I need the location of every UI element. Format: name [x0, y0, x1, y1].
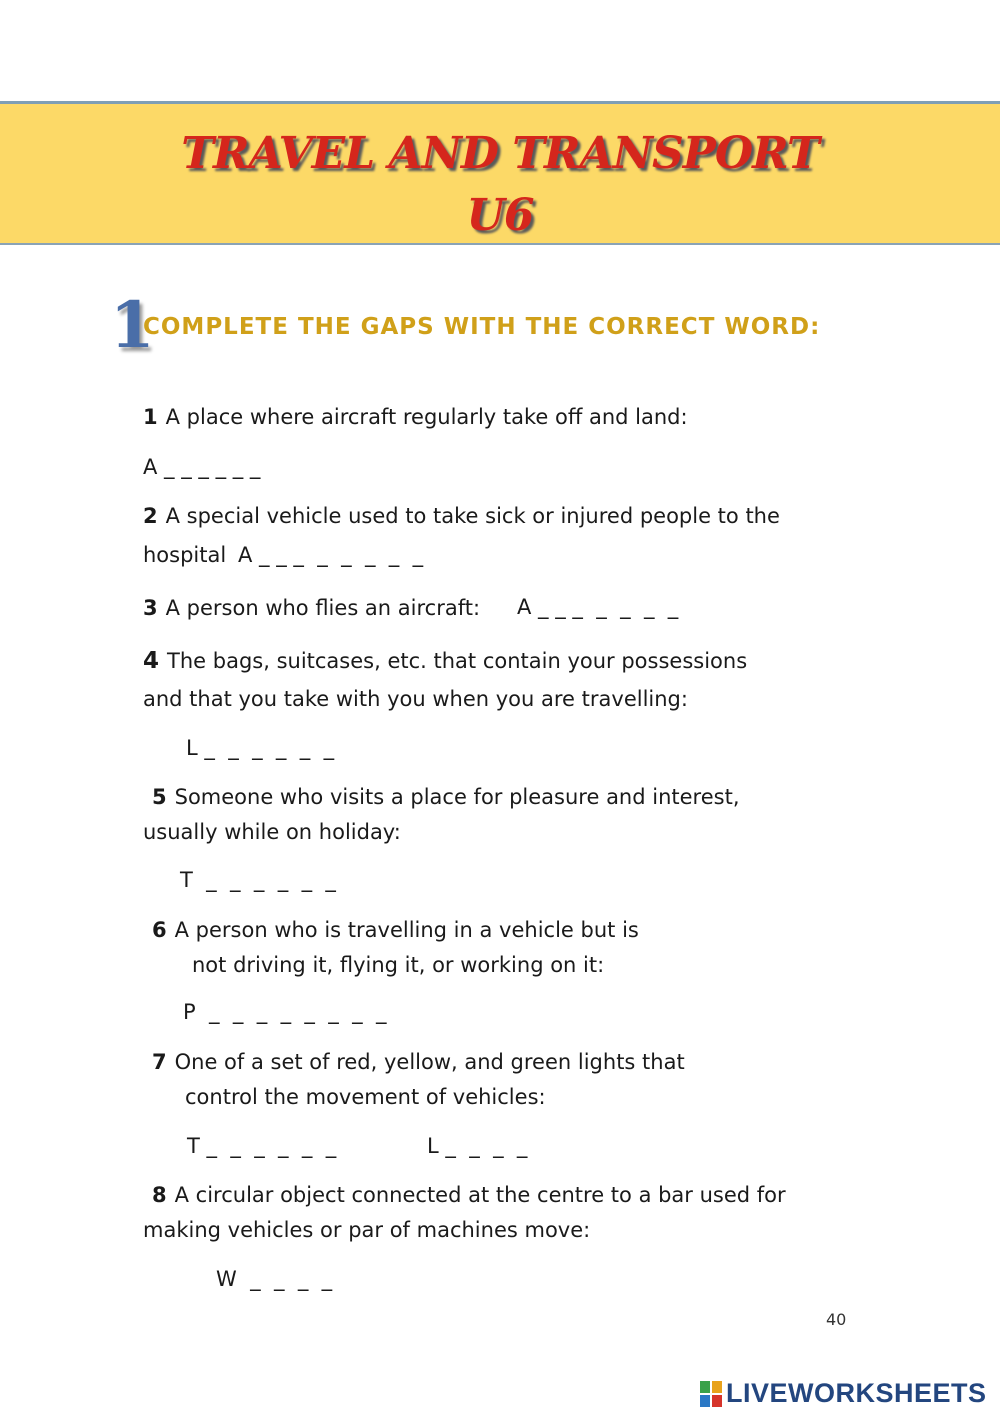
question-number: 7 — [152, 1050, 167, 1074]
question-number: 2 — [143, 504, 158, 528]
brand-footer[interactable] — [700, 1378, 987, 1409]
question-4 — [143, 643, 747, 679]
question-5 — [152, 779, 740, 815]
question-4-line2 — [143, 681, 688, 717]
question-2 — [143, 498, 780, 534]
title-banner — [0, 101, 1000, 245]
question-text: A person who flies an aircraft: — [165, 596, 481, 620]
question-1 — [143, 399, 688, 435]
question-2-line2 — [143, 537, 226, 573]
question-text: A special vehicle used to take sick or injured people to the — [165, 504, 780, 528]
question-text: Someone who visits a place for pleasure and interest, — [174, 785, 740, 809]
answer-blank-4[interactable]: L _ _ _ _ _ _ — [186, 736, 335, 760]
answer-blank-1[interactable]: A _ _ _ _ _ _ — [143, 455, 261, 479]
answer-blank-6[interactable]: P _ _ _ _ _ _ _ _ — [183, 1000, 387, 1024]
answer-blank-3[interactable]: A _ _ _ _ _ _ _ — [517, 595, 679, 619]
answer-blank-8[interactable]: W _ _ _ _ — [216, 1267, 333, 1291]
unit-label: U6 — [466, 190, 534, 241]
question-text: A circular object connected at the centre to a bar used for — [174, 1183, 786, 1207]
answer-blank-5[interactable]: T _ _ _ _ _ _ — [180, 868, 336, 892]
question-text: A place where aircraft regularly take off and land: — [165, 405, 688, 429]
question-text: A person who is travelling in a vehicle but is — [174, 918, 639, 942]
question-number: 8 — [152, 1183, 167, 1207]
question-7 — [152, 1044, 685, 1080]
exercise-number: 1 — [110, 288, 155, 363]
question-text: One of a set of red, yellow, and green lights that — [174, 1050, 685, 1074]
answer-blank-7a[interactable]: T _ _ _ _ _ _ — [187, 1134, 337, 1158]
question-text: The bags, suitcases, etc. that contain your possessions — [167, 649, 748, 673]
answer-blank-2[interactable]: A _ _ _ _ _ _ _ _ — [238, 543, 424, 567]
question-number: 4 — [143, 648, 160, 674]
liveworksheets-logo-icon — [700, 1381, 722, 1407]
question-number: 5 — [152, 785, 167, 809]
question-text-cont: making vehicles or par of machines move: — [143, 1218, 591, 1242]
question-text-cont: not driving it, flying it, or working on it: — [192, 953, 605, 977]
question-8 — [152, 1177, 786, 1213]
question-7-line2 — [185, 1079, 546, 1115]
page-title: TRAVEL AND TRANSPORT — [181, 128, 819, 179]
question-number: 1 — [143, 405, 158, 429]
question-number: 6 — [152, 918, 167, 942]
question-text-cont: and that you take with you when you are travelling: — [143, 687, 688, 711]
page-number: 40 — [826, 1310, 847, 1329]
question-8-line2 — [143, 1212, 590, 1248]
exercise-instruction: COMPLETE THE GAPS WITH THE CORRECT WORD: — [143, 314, 821, 340]
question-6-line2 — [192, 947, 604, 983]
answer-blank-7b[interactable]: L _ _ _ _ — [427, 1134, 528, 1158]
question-text-cont: hospital — [143, 543, 227, 567]
question-6 — [152, 912, 639, 948]
question-5-line2 — [143, 814, 401, 850]
question-text-cont: usually while on holiday: — [143, 820, 401, 844]
question-text-cont: control the movement of vehicles: — [185, 1085, 546, 1109]
question-3 — [143, 590, 480, 626]
brand-name: LIVEWORKSHEETS — [726, 1378, 987, 1408]
question-number: 3 — [143, 596, 158, 620]
